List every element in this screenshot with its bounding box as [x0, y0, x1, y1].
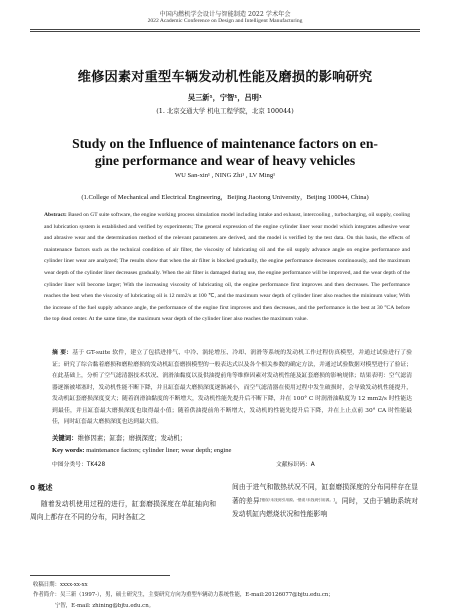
keywords-en — [52, 447, 231, 454]
keywords-en-label: Key words: — [52, 447, 85, 454]
keywords-en-text: maintenance factors; cylinder liner; wear depth; engine — [86, 447, 232, 454]
classification-row — [52, 459, 392, 468]
title-zh: 维修因素对重型车辆发动机性能及磨损的影响研究 — [77, 70, 373, 85]
abstract-en-text: Based on GT suite software, the engine working process simulation model including intake and exhaust, intercooling , turbocharging, oil supply, cooling and lubrication system is established and verified by experiments; The general expression of the engine cylinder liner wear model which integrates adhesive wear and abrasive wear and the determination method of the relevant parameters are derived, and the model is verified by the test data. On this basis, the effects of maintenance factors such as the technical condition of air filter, the viscosity of lubricating oil and the oil supply advance angle on engine performance and cylinder liner wear are analyzed; The results show that when the air filter is blocked gradually, the engine performance decreases continuously, and the maximum wear depth of the cylinder liner decreases gradually. When the air filter is damaged during use, the engine performance will be improved, and the wear depth of the cylinder liner will become larger; With the increasing viscosity of lubricating oil, the engine performance first improves and then decreases. The performance reaches the best when the viscosity of lubricating oil is 12 mm2/s at 100 ℃, and the maximum wear depth of cylinder liner also reaches the minimum value; With the increase of the fuel supply advance angle, the performance of the engine first improves and then decreases, and the performance is the best at 30 °CA before the top dead center. At the same time, the maximum wear depth of the cylinder liner also reaches the maximum value. — [44, 212, 411, 323]
footnote-author-info: 作者简介：吴三新（1997-），男，硕士研究生，主要研究方向为重型车辆动力系统性能，E-mail:20126077@bjtu.edu.cn； — [33, 592, 334, 599]
authors-zh: 吴三新¹，宁智¹，吕明¹ — [187, 93, 263, 102]
section-paragraph-right-a: 间由于进气和散热状况不同，缸套磨损深度的分布同样存在显著的差异 — [232, 483, 418, 506]
header-rule — [30, 29, 420, 30]
footnotes — [33, 580, 433, 611]
section-heading: 0 概述 — [30, 483, 53, 492]
title-en — [0, 135, 450, 169]
body-column-left — [30, 481, 216, 525]
conference-name-zh: 中国内燃机学会设计与智能制造 2022 学术年会 — [159, 11, 291, 18]
title-en-line1: Study on the Influence of maintenance factors on en- — [72, 136, 378, 151]
footnote-received: 收稿日期：xxxx-xx-xx — [33, 582, 88, 588]
section-paragraph-left: 随着发动机使用过程的进行，缸套磨损深度在单缸轴向和周向上都存在不同的分布，同时各缸之 — [30, 500, 216, 522]
abstract-zh-text: 基于 GT-suite 软件，建立了包括进排气、中冷、涡轮增压、冷却、润滑等系统的发动机工作过程仿真模型，并通过试验进行了验证；研究了综合黏着磨损和磨粒磨损的发动机缸套磨损模型的一般表达式以及各个相关参数的确定方法，并通过试验数据对模型进行了验证；在此基础上，分析了空气滤清器技术状况、润滑油黏度以及供油提前角等维修因素对发动机性能及缸套磨损的影响规律；结果表明：空气滤清器逐渐被堵塞时，发动机性能不断下降，并且缸套最大磨损深度逐渐减小，而空气滤清器在使用过程中发生破损时，会导致发动机性能提升，发动机缸套磨损深度变大；随着润滑油黏度的不断增大，发动机性能先提升后不断下降，并在 100° C 时润滑油粘度为 12 mm2/s 时性能达到最佳，并且缸套最大磨损深度也取得最小值；随着供油提前角不断增大，发动机的性能先提升后下降，并在上止点前 30° CA 时性能最佳，同时缸套最大磨损深度也达到最大值。 — [52, 350, 412, 425]
footnote-rule — [30, 575, 170, 576]
header-rule-double — [30, 31, 420, 32]
authors-en: WU San-xin¹ , NING Zhi¹ , LV Ming¹ — [174, 172, 276, 179]
abstract-zh — [52, 348, 412, 429]
abstract-zh-label: 摘 要： — [52, 350, 73, 356]
section-paragraph-right-b: 。同时，又由于辅助系统对发动机缸内燃烧状况和性能影响 — [232, 497, 419, 519]
title-en-line2: gine performance and wear of heavy vehicles — [94, 153, 356, 168]
affiliation-en: (1.College of Mechanical and Electrical Engineering，Beijing Jiaotong University，Beijing 100044, China) — [81, 194, 369, 201]
abstract-en-label: Abstract: — [44, 212, 67, 218]
conference-name-en: 2022 Academic Conference on Design and Intelligent Manufacturing — [147, 18, 303, 24]
keywords-zh — [52, 433, 186, 442]
footnote-contact: 宁智，E-mail: zhining@bjtu.edu.cn。 — [55, 602, 155, 609]
keywords-zh-text: 维修因素；缸套；磨损深度；发动机； — [77, 434, 187, 442]
abstract-en — [44, 210, 410, 326]
clc-number: 中图分类号：TK428 — [52, 462, 106, 468]
citation-error: [错误!未找到引用源。-错误!未找到引用源。] — [259, 498, 335, 503]
body-column-right — [232, 481, 418, 522]
keywords-zh-label: 关键词： — [52, 434, 78, 442]
affiliation-zh: (1. 北京交通大学 机电工程学院，北京 100044) — [156, 107, 294, 115]
document-code: 文献标识码：A — [276, 462, 315, 468]
